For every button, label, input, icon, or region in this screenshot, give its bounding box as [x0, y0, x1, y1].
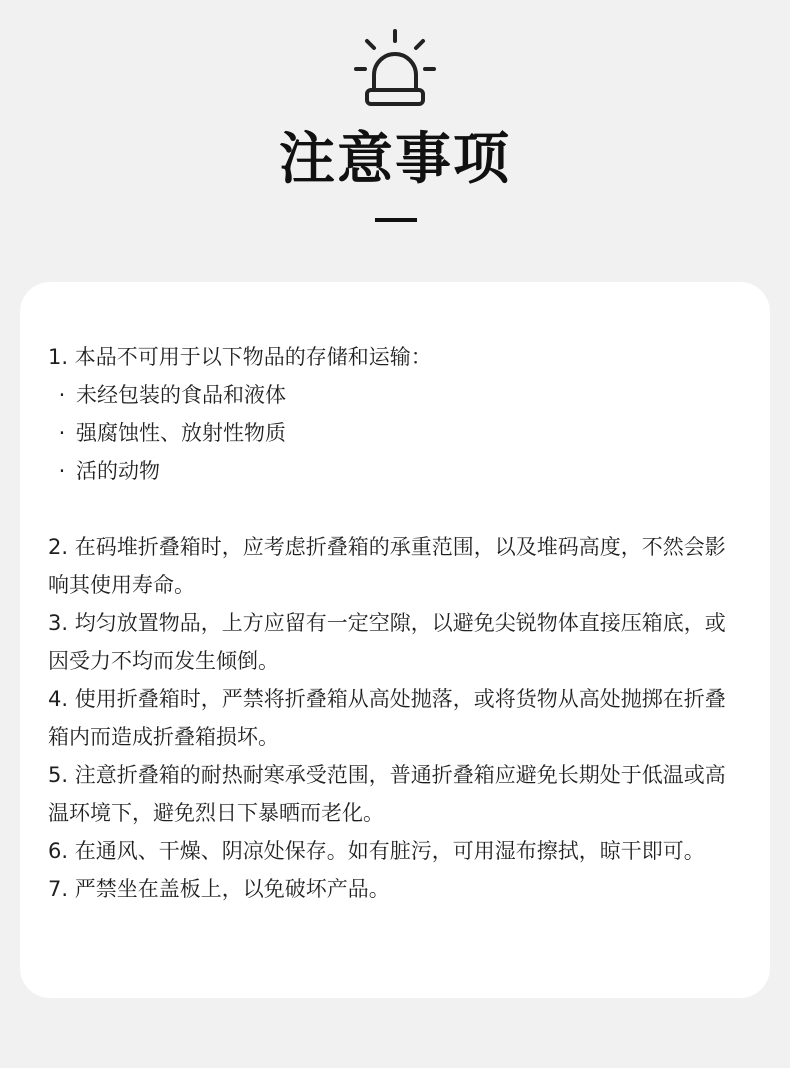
bullet-text: 未经包装的食品和液体 [76, 383, 286, 407]
bullet-text: 活的动物 [76, 459, 160, 483]
bullet-dot: · [58, 421, 66, 445]
bullet-item [48, 376, 738, 414]
notice-item-3: 3. 均匀放置物品，上方应留有一定空隙，以避免尖锐物体直接压箱底，或因受力不均而发生倾倒。 [48, 611, 726, 673]
paragraph-gap [48, 490, 738, 528]
notice-item-5: 5. 注意折叠箱的耐热耐寒承受范围，普通折叠箱应避免长期处于低温或高温环境下，避免烈日下暴晒而老化。 [48, 763, 726, 825]
bullet-item [48, 452, 738, 490]
siren-alert-icon [352, 28, 438, 108]
notice-content [48, 338, 738, 908]
notice-item-6: 6. 在通风、干燥、阴凉处保存。如有脏污，可用湿布擦拭，晾干即可。 [48, 839, 705, 863]
title-divider [375, 218, 417, 222]
notice-item-7: 7. 严禁坐在盖板上，以免破坏产品。 [48, 877, 390, 901]
notice-item-1: 1. 本品不可用于以下物品的存储和运输： [48, 345, 432, 369]
bullet-dot: · [58, 383, 66, 407]
notice-card [20, 282, 770, 998]
notice-item-2: 2. 在码堆折叠箱时，应考虑折叠箱的承重范围，以及堆码高度，不然会影响其使用寿命。 [48, 535, 726, 597]
bullet-text: 强腐蚀性、放射性物质 [76, 421, 286, 445]
bullet-item [48, 414, 738, 452]
notice-item-4: 4. 使用折叠箱时，严禁将折叠箱从高处抛落，或将货物从高处抛掷在折叠箱内而造成折叠箱损坏。 [48, 687, 726, 749]
bullet-dot: · [58, 459, 66, 483]
page-title: 注意事项 [279, 127, 511, 192]
